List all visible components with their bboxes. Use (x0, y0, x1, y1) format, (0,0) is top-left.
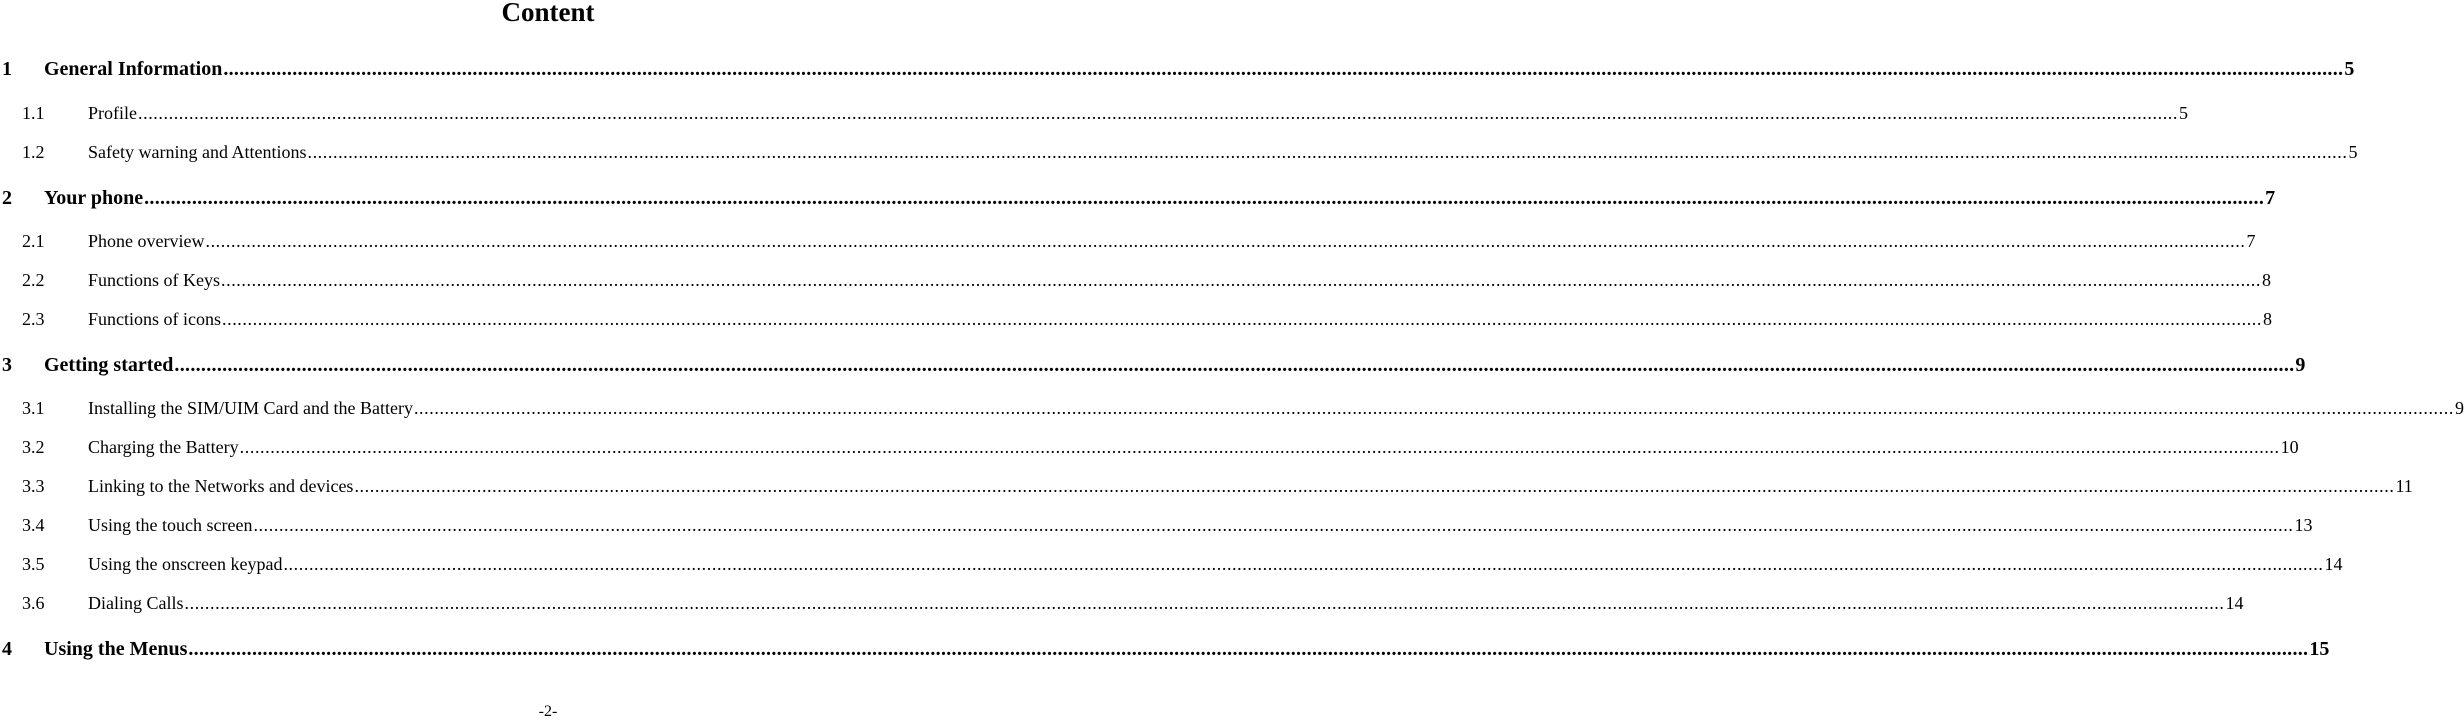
toc-entry-number: 4 (2, 638, 12, 660)
toc-entry-number: 3.5 (22, 554, 45, 574)
toc-entry-title: Safety warning and Attentions (88, 142, 307, 162)
page-title: Content (501, 0, 595, 27)
toc-entry-title: Charging the Battery (88, 437, 239, 457)
toc-dot-leader: ................................................................................................................................................................................................................................................................................................................................................................................................................ (222, 309, 2262, 329)
toc-entry-page: 14 (2225, 593, 2244, 613)
toc-dot-leader: ................................................................................................................................................................................................................................................................................................................................................................................................................ (239, 437, 2280, 457)
toc-dot-leader: ................................................................................................................................................................................................................................................................................................................................................................................................................ (188, 638, 2309, 660)
toc-entry-number: 3 (2, 354, 12, 376)
toc-entry-number: 2.3 (22, 309, 45, 329)
toc-dot-leader: ................................................................................................................................................................................................................................................................................................................................................................................................................ (413, 398, 2454, 418)
toc-section-entry[interactable] (22, 437, 2299, 461)
toc-entry-page: 7 (2265, 187, 2276, 209)
toc-entry-number: 3.1 (22, 398, 45, 418)
toc-entry-page: 7 (2246, 231, 2256, 251)
toc-entry-page: 11 (2395, 476, 2413, 496)
toc-dot-leader: ................................................................................................................................................................................................................................................................................................................................................................................................................ (184, 593, 2225, 613)
toc-dot-leader: ................................................................................................................................................................................................................................................................................................................................................................................................................ (223, 58, 2344, 80)
toc-entry-page: 9 (2295, 354, 2306, 376)
toc-dot-leader: ................................................................................................................................................................................................................................................................................................................................................................................................................ (307, 142, 2348, 162)
toc-entry-title: Your phone (44, 187, 144, 209)
toc-entry-page: 8 (2263, 309, 2272, 329)
toc-entry-page: 5 (2179, 103, 2188, 123)
toc-entry-number: 1 (2, 58, 12, 80)
toc-chapter-entry[interactable] (0, 187, 2276, 215)
toc-dot-leader: ................................................................................................................................................................................................................................................................................................................................................................................................................ (174, 354, 2295, 376)
toc-entry-title: Profile (88, 103, 137, 123)
toc-entry-number: 3.2 (22, 437, 45, 457)
toc-entry-title: General Information (44, 58, 223, 80)
toc-section-entry[interactable] (22, 231, 2256, 255)
toc-entry-number: 2.2 (22, 270, 45, 290)
toc-section-entry[interactable] (22, 309, 2272, 333)
toc-section-entry[interactable] (22, 103, 2188, 127)
toc-section-entry[interactable] (22, 142, 2358, 166)
toc-section-entry[interactable] (22, 398, 2464, 422)
toc-entry-number: 1.2 (22, 142, 45, 162)
toc-entry-number: 2.1 (22, 231, 45, 251)
toc-section-entry[interactable] (22, 554, 2343, 578)
toc-entry-page: 9 (2454, 398, 2464, 418)
toc-dot-leader: ................................................................................................................................................................................................................................................................................................................................................................................................................ (138, 103, 2178, 123)
toc-section-entry[interactable] (22, 593, 2244, 617)
toc-entry-title: Using the touch screen (88, 515, 253, 535)
toc-entry-number: 3.3 (22, 476, 45, 496)
toc-chapter-entry[interactable] (0, 58, 2355, 86)
toc-entry-number: 3.6 (22, 593, 45, 613)
toc-chapter-entry[interactable] (0, 354, 2306, 382)
toc-entry-title: Dialing Calls (88, 593, 184, 613)
toc-entry-page: 10 (2280, 437, 2299, 457)
toc-section-entry[interactable] (22, 515, 2313, 539)
toc-entry-title: Installing the SIM/UIM Card and the Battery (88, 398, 413, 418)
toc-entry-page: 15 (2309, 638, 2330, 660)
toc-entry-page: 13 (2294, 515, 2313, 535)
toc-entry-page: 14 (2324, 554, 2343, 574)
toc-chapter-entry[interactable] (0, 638, 2330, 666)
toc-entry-title: Functions of icons (88, 309, 221, 329)
toc-entry-title: Linking to the Networks and devices (88, 476, 354, 496)
toc-section-entry[interactable] (22, 270, 2271, 294)
toc-entry-page: 8 (2262, 270, 2271, 290)
toc-dot-leader: ................................................................................................................................................................................................................................................................................................................................................................................................................ (144, 187, 2265, 209)
toc-entry-number: 2 (2, 187, 12, 209)
toc-entry-page: 5 (2348, 142, 2358, 162)
toc-dot-leader: ................................................................................................................................................................................................................................................................................................................................................................................................................ (205, 231, 2246, 251)
toc-entry-title: Using the onscreen keypad (88, 554, 283, 574)
toc-dot-leader: ................................................................................................................................................................................................................................................................................................................................................................................................................ (253, 515, 2294, 535)
toc-dot-leader: ................................................................................................................................................................................................................................................................................................................................................................................................................ (221, 270, 2261, 290)
toc-dot-leader: ................................................................................................................................................................................................................................................................................................................................................................................................................ (354, 476, 2395, 496)
toc-entry-title: Functions of Keys (88, 270, 220, 290)
toc-entry-page: 5 (2344, 58, 2355, 80)
toc-entry-number: 3.4 (22, 515, 45, 535)
toc-entry-title: Getting started (44, 354, 174, 376)
page-number: -2- (538, 703, 558, 720)
toc-entry-number: 1.1 (22, 103, 45, 123)
toc-entry-title: Using the Menus (44, 638, 188, 660)
toc-dot-leader: ................................................................................................................................................................................................................................................................................................................................................................................................................ (283, 554, 2324, 574)
toc-entry-title: Phone overview (88, 231, 205, 251)
toc-section-entry[interactable] (22, 476, 2413, 500)
